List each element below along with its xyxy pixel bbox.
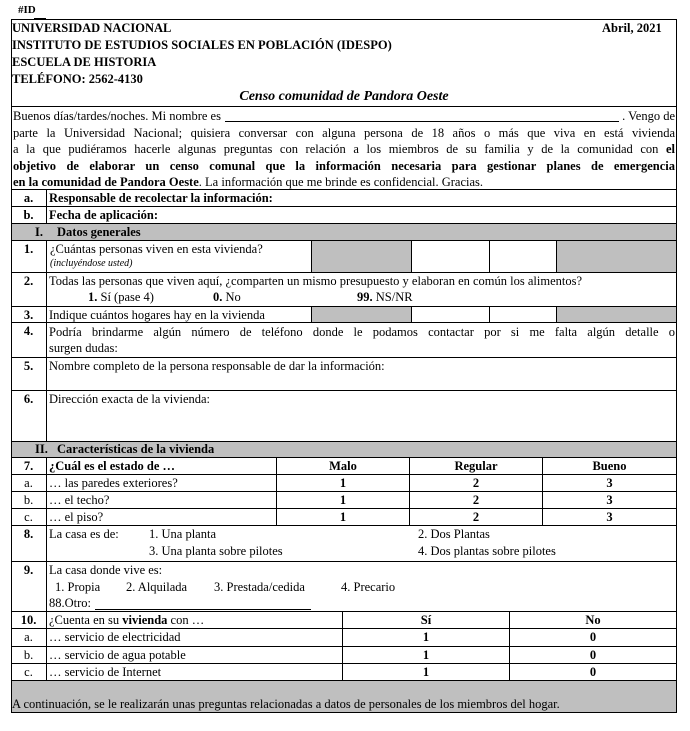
q2-option-no-label: No xyxy=(225,290,241,304)
page-title: Censo comunidad de Pandora Oeste xyxy=(239,89,449,104)
q7-row-b-text: … el techo? xyxy=(49,493,110,507)
q7-row-b-label: b. xyxy=(23,493,34,507)
q7-col-malo: Malo xyxy=(329,459,357,473)
q5-answer-field[interactable] xyxy=(48,375,675,389)
footer-note: A continuación, se le realizarán unas preguntas relacionadas a datos de personales de los miembros del hogar. xyxy=(12,697,560,711)
intro-line-3a: a la que pudiéramos hacerle algunas preguntas con relación a los miembros de su familia y de la comunidad con xyxy=(13,142,659,156)
q2-option-yes[interactable] xyxy=(88,290,154,305)
q4-number: 4. xyxy=(23,324,34,338)
q6-text: Dirección exacta de la vivienda: xyxy=(49,392,211,406)
q7-row-a-text: … las paredes exteriores? xyxy=(49,476,178,490)
interviewer-name-field[interactable] xyxy=(225,109,619,122)
q2-number: 2. xyxy=(23,274,34,288)
q10-row-a-code-no[interactable]: 0 xyxy=(589,630,597,644)
intro-line-5-rest: . La información que me brinde es confidencial. Gracias. xyxy=(198,175,484,189)
q2-option-nsnr[interactable] xyxy=(357,290,413,305)
q8-text: La casa es de: xyxy=(49,527,119,541)
q10-text-c: con … xyxy=(170,613,205,627)
q2-option-no-code: 0. xyxy=(213,290,223,304)
q10-col-si: Sí xyxy=(420,613,432,627)
q2-option-nsnr-label: NS/NR xyxy=(375,290,413,304)
intro-paragraph xyxy=(13,108,675,191)
q3-number: 3. xyxy=(23,308,34,322)
intro-line-2: parte la Universidad Nacional; quisiera conversar con alguna persona de 18 años o más que viva en está vivienda xyxy=(13,125,675,140)
q9-other-label: 88.Otro: xyxy=(49,596,92,610)
institute-name: INSTITUTO DE ESTUDIOS SOCIALES EN POBLACIÓN (IDESPO) xyxy=(12,38,392,52)
q9-option-3[interactable]: 3. Prestada/cedida xyxy=(214,580,305,594)
phone-number: TELÉFONO: 2562-4130 xyxy=(12,72,143,86)
q1-number: 1. xyxy=(23,242,34,256)
section-2-number: II. xyxy=(35,442,48,456)
q10-row-c-code-si[interactable]: 1 xyxy=(422,665,430,679)
q4-text-line-2: surgen dudas: xyxy=(49,341,118,355)
q8-option-4[interactable]: 4. Dos plantas sobre pilotes xyxy=(418,544,556,558)
q7-row-a-code-regular[interactable]: 2 xyxy=(472,476,480,490)
q3-answer-box-1[interactable] xyxy=(412,307,489,322)
q3-shaded-cell-1 xyxy=(311,307,411,322)
q1-answer-box-2[interactable] xyxy=(490,241,556,272)
q1-text: ¿Cuántas personas viven en esta vivienda? xyxy=(50,242,263,256)
q10-row-a-text: … servicio de electricidad xyxy=(49,630,181,644)
q1-answer-box-1[interactable] xyxy=(412,241,489,272)
intro-line-1a: Buenos días/tardes/noches. Mi nombre es xyxy=(13,109,221,123)
q10-text xyxy=(49,613,204,628)
q7-col-bueno: Bueno xyxy=(592,459,627,473)
q2-option-no[interactable] xyxy=(213,290,241,305)
q10-row-a-label: a. xyxy=(24,630,33,644)
section-1-number: I. xyxy=(35,225,43,239)
section-2-title: Características de la vivienda xyxy=(57,442,215,456)
q10-row-b-label: b. xyxy=(23,648,34,662)
section-1-title: Datos generales xyxy=(57,225,141,239)
school-name: ESCUELA DE HISTORIA xyxy=(12,55,157,69)
collector-field-label: Responsable de recolectar la información: xyxy=(49,191,273,205)
intro-line-5 xyxy=(13,174,675,191)
institution-name: UNIVERSIDAD NACIONAL xyxy=(12,21,172,35)
q7-col-regular: Regular xyxy=(454,459,498,473)
q10-row-b-text: … servicio de agua potable xyxy=(49,648,186,662)
q9-other-field[interactable] xyxy=(95,596,311,610)
q9-number: 9. xyxy=(23,563,34,577)
q8-option-2[interactable]: 2. Dos Plantas xyxy=(418,527,490,541)
q8-number: 8. xyxy=(23,527,34,541)
q9-option-1[interactable]: 1. Propia xyxy=(55,580,101,594)
q8-option-1[interactable]: 1. Una planta xyxy=(149,527,216,541)
q7-row-c-text: … el piso? xyxy=(49,510,104,524)
q7-row-a-code-malo[interactable]: 1 xyxy=(339,476,347,490)
q10-row-b-code-no[interactable]: 0 xyxy=(589,648,597,662)
collector-field[interactable] xyxy=(320,190,674,205)
q2-text: Todas las personas que viven aquí, ¿comparten un mismo presupuesto y elaboran en común los alimentos? xyxy=(49,274,583,288)
form-date: Abril, 2021 xyxy=(602,21,662,35)
q7-row-c-label: c. xyxy=(24,510,33,524)
q10-text-b: vivienda xyxy=(122,613,168,627)
q7-text: ¿Cuál es el estado de … xyxy=(49,459,176,473)
q7-row-a-code-bueno[interactable]: 3 xyxy=(606,476,613,490)
intro-line-3 xyxy=(13,141,675,158)
q2-option-yes-code: 1. xyxy=(88,290,98,304)
q1-shaded-cell-1 xyxy=(311,241,411,272)
intro-line-3b: el xyxy=(665,142,675,156)
q7-row-c-code-regular[interactable]: 2 xyxy=(472,510,480,524)
q10-row-c-label: c. xyxy=(24,665,33,679)
q2-option-yes-label: Sí (pase 4) xyxy=(100,290,154,304)
intro-line-4: objetivo de elaborar un censo comunal que la información necesaria para gestionar planes de emergencia xyxy=(13,158,675,173)
q3-text: Indique cuántos hogares hay en la vivienda xyxy=(49,308,265,322)
id-tag: #ID xyxy=(18,4,36,16)
q10-number: 10. xyxy=(20,613,37,627)
q2-option-nsnr-code: 99. xyxy=(357,290,373,304)
q6-number: 6. xyxy=(23,392,34,406)
q3-shaded-cell-2 xyxy=(557,307,676,322)
q7-row-c-code-bueno[interactable]: 3 xyxy=(606,510,613,524)
application-date-field[interactable] xyxy=(190,207,674,222)
q3-answer-box-2[interactable] xyxy=(490,307,556,322)
intro-line-5-bold: en la comunidad de Pandora Oeste xyxy=(13,175,199,189)
q10-row-a-code-si[interactable]: 1 xyxy=(422,630,430,644)
q9-text: La casa donde vive es: xyxy=(49,563,163,577)
q9-option-4[interactable]: 4. Precario xyxy=(341,580,396,594)
q7-row-b-code-malo[interactable]: 1 xyxy=(339,493,347,507)
intro-line-1b: . Vengo de xyxy=(622,109,675,123)
q1-shaded-cell-2 xyxy=(557,241,676,272)
admin-label-b: b. xyxy=(23,208,34,222)
q9-option-2[interactable]: 2. Alquilada xyxy=(126,580,188,594)
admin-label-a: a. xyxy=(23,191,34,205)
q5-text: Nombre completo de la persona responsable de dar la información: xyxy=(49,359,385,373)
application-date-label: Fecha de aplicación: xyxy=(49,208,159,222)
q7-number: 7. xyxy=(23,459,34,473)
q6-answer-field[interactable] xyxy=(48,408,675,440)
q4-text xyxy=(49,324,675,356)
q7-row-c-code-malo[interactable]: 1 xyxy=(339,510,347,524)
q5-number: 5. xyxy=(23,359,34,373)
q8-option-3[interactable]: 3. Una planta sobre pilotes xyxy=(149,544,283,558)
q7-row-b-code-bueno[interactable]: 3 xyxy=(606,493,613,507)
q10-col-no: No xyxy=(585,613,601,627)
q7-row-a-label: a. xyxy=(24,476,33,490)
q1-note: (incluyéndose usted) xyxy=(50,258,133,269)
q10-row-c-code-no[interactable]: 0 xyxy=(589,665,597,679)
q10-text-a: ¿Cuenta en su xyxy=(49,613,120,627)
q7-row-b-code-regular[interactable]: 2 xyxy=(472,493,480,507)
q10-row-c-text: … servicio de Internet xyxy=(49,665,162,679)
q4-text-line-1: Podría brindarme algún número de teléfono donde le podamos contactar por si me falta algún detalle o xyxy=(49,325,675,339)
q10-row-b-code-si[interactable]: 1 xyxy=(422,648,430,662)
